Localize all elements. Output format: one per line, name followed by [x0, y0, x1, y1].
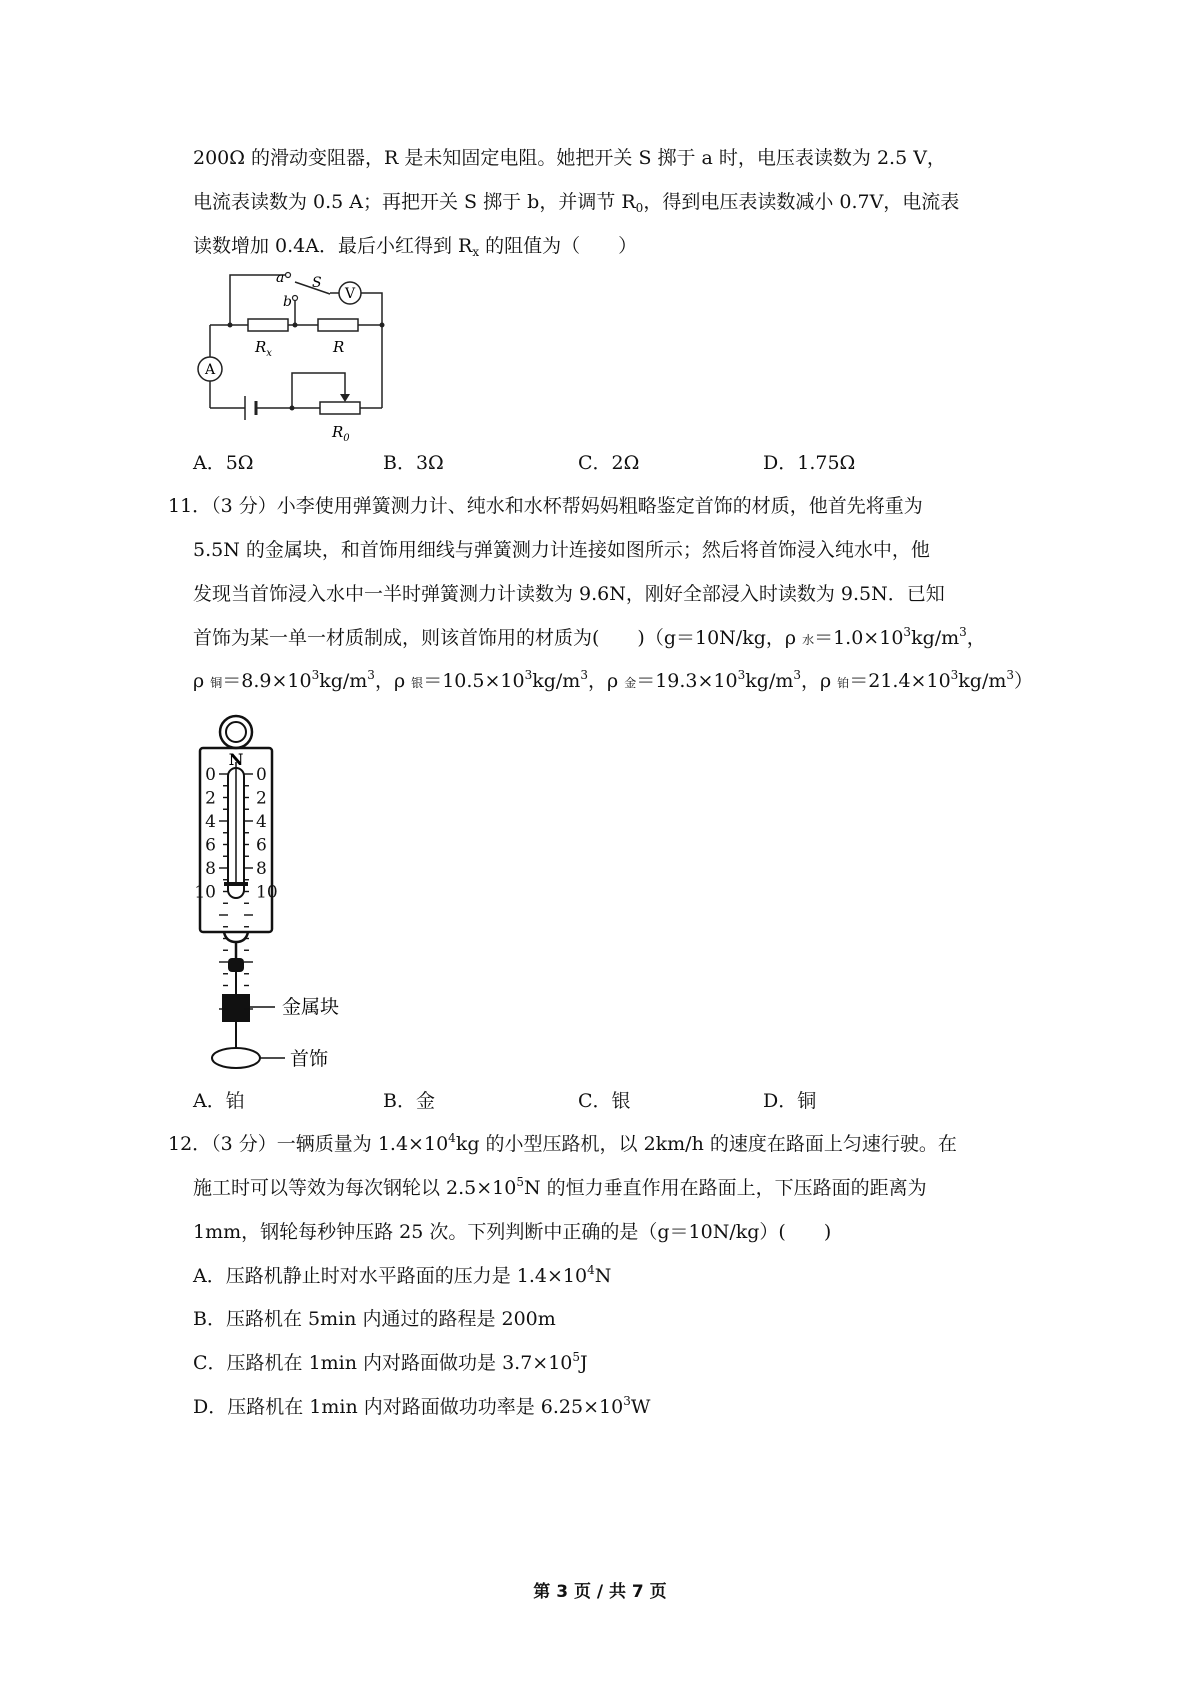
r-label: R [333, 338, 345, 356]
scale-label-left: 2 [205, 788, 216, 809]
q12-line3: 1mm，钢轮每秒钟压路 25 次。下列判断中正确的是（g＝10N/kg）( ) [193, 1221, 832, 1243]
scale-label-right: 6 [256, 835, 267, 856]
jewelry-label: 首饰 [290, 1048, 329, 1070]
spring-scale-diagram [190, 710, 370, 1075]
scale-label-right: 2 [256, 788, 267, 809]
scale-label-left: 4 [205, 812, 216, 832]
switch-a-label: a [276, 270, 285, 286]
scale-label-right: 10 [256, 882, 278, 903]
q10-choice-c: C．2Ω [578, 452, 640, 474]
q10-choice-a: A．5Ω [193, 452, 254, 474]
q11-line2: 5.5N 的金属块，和首饰用细线与弹簧测力计连接如图所示；然后将首饰浸入纯水中，他 [193, 539, 930, 561]
scale-unit-label: N [228, 750, 244, 769]
q12-line2: 施工时可以等效为每次钢轮以 $2.5\times 10^5N$ 的恒力垂直作用在路面上，下压路面的距离为 [193, 1175, 927, 1199]
scale-label-left: 0 [205, 765, 216, 785]
scale-label-left: 8 [205, 859, 216, 879]
q12-option-b: B．压路机在 5min 内通过的路程是 200m [193, 1308, 556, 1330]
q11-choice-c: C．银 [578, 1090, 631, 1112]
scale-label-right: 0 [256, 765, 267, 785]
r0-label: $R_0$ [332, 423, 350, 444]
circuit-diagram [190, 268, 400, 448]
q12-option-c: C．压路机在 1min 内对路面做功是 $3.7\times 10^5J$ [193, 1350, 588, 1374]
page-footer: 第 3 页 / 共 7 页 [533, 1582, 667, 1602]
q10-line1: 200Ω 的滑动变阻器，R 是未知固定电阻。她把开关 S 掷于 a 时，电压表读数为 2.5 V， [193, 147, 946, 169]
voltmeter-label: V [344, 286, 356, 302]
q11-line4: 首饰为某一单一材质制成，则该首饰用的材质为( )（g＝10N/kg，ρ 水$=1.0\times 10^3kg/m^3$， [193, 625, 986, 649]
q11-choice-d: D．铜 [763, 1090, 817, 1112]
q12-option-a: A．压路机静止时对水平路面的压力是 $1.4\times 10^4N$ [193, 1263, 612, 1287]
q12-option-d: D．压路机在 1min 内对路面做功功率是 $6.25\times 10^3W$ [193, 1394, 651, 1418]
scale-label-right: 4 [256, 812, 267, 832]
q10-choice-b: B．3Ω [383, 452, 444, 474]
switch-b-label: b [283, 294, 292, 310]
metal-block-label: 金属块 [282, 996, 340, 1018]
q11-choice-a: A．铂 [193, 1090, 245, 1112]
q10-line3: 读数增加 0.4A．最后小红得到 $R_x$ 的阻值为（ ） [193, 235, 638, 259]
ammeter-label: A [204, 362, 216, 378]
q12-line1: 12．（3 分）一辆质量为 $1.4\times 10^4kg$ 的小型压路机，以 2km/h 的速度在路面上匀速行驶。在 [168, 1131, 957, 1155]
q11-line3: 发现当首饰浸入水中一半时弹簧测力计读数为 9.6N，刚好全部浸入时读数为 9.5N．已知 [193, 583, 945, 605]
scale-label-left: 10 [194, 882, 216, 903]
jewelry-ellipse [212, 1048, 260, 1068]
q10-line2: 电流表读数为 0.5 A；再把开关 S 掷于 b，并调节 $R_0$，得到电压表读数减小 0.7V，电流表 [193, 191, 960, 215]
scale-label-right: 8 [256, 859, 267, 879]
q11-line1: 11．（3 分）小李使用弹簧测力计、纯水和水杯帮妈妈粗略鉴定首饰的材质，他首先将重为 [168, 495, 923, 517]
metal-block [222, 994, 250, 1022]
q11-choice-b: B．金 [383, 1090, 435, 1112]
switch-label: S [312, 275, 322, 291]
q10-choice-d: D．1.75Ω [763, 452, 856, 474]
rx-label: $R_x$ [255, 338, 272, 359]
q11-line5: ρ 铜$=8.9\times 10^3kg/m^3$，ρ 银$=10.5\times 10^3kg/m^3$，ρ 金$=19.3\times 10^3kg/m^3$，ρ 铂$=21.4\times 10^3kg/m^3$） [193, 668, 1034, 692]
scale-label-left: 6 [205, 835, 216, 856]
